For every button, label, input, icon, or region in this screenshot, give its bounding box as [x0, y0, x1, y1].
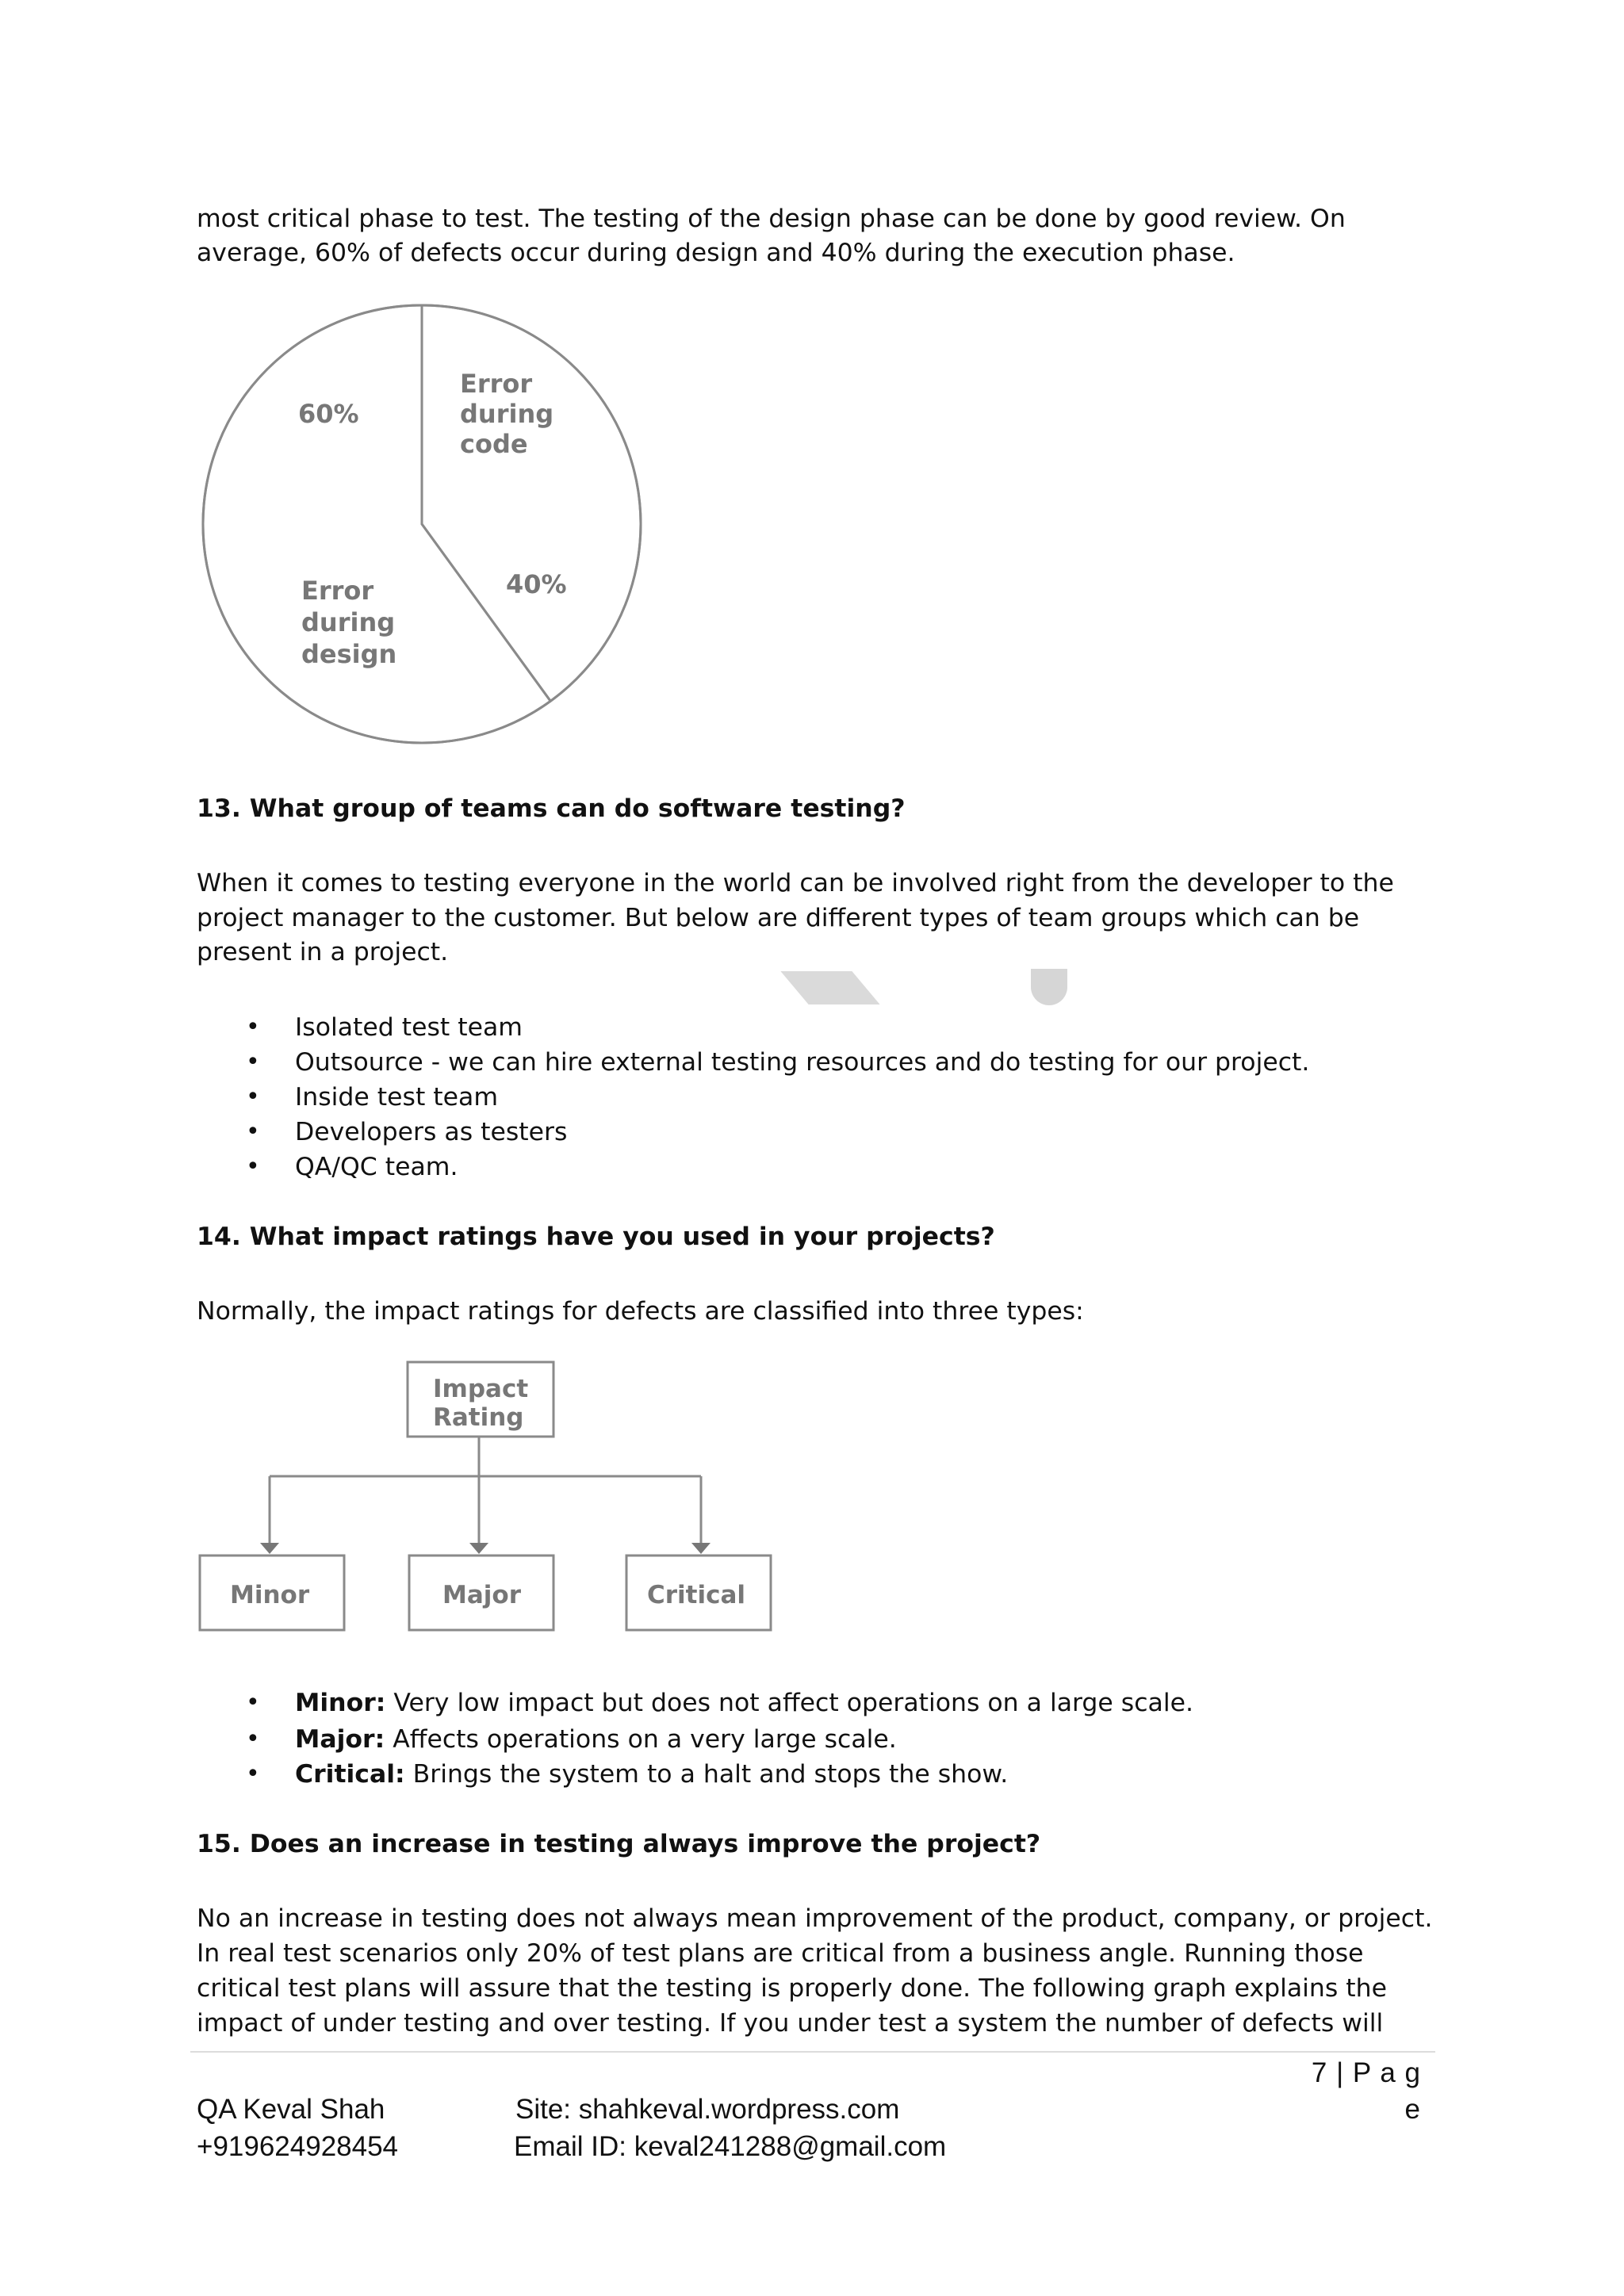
footer-divider: [190, 2051, 1435, 2053]
term-critical: Critical:: [295, 1760, 405, 1789]
list-item: • Isolated test team: [197, 1010, 1465, 1045]
q14-para: Normally, the impact ratings for defects are classified into three types:: [197, 1297, 1084, 1326]
q13-para-line-2: project manager to the customer. But below are different types of team groups which can be: [197, 904, 1360, 932]
diagram-root-label-line-1: Impact: [433, 1375, 529, 1403]
intro-line-2: average, 60% of defects occur during design and 40% during the execution phase.: [197, 239, 1235, 267]
intro-line-1: most critical phase to test. The testing of the design phase can be done by good review. On: [197, 205, 1346, 233]
term-major: Major:: [295, 1725, 385, 1754]
question-13-heading: 13. What group of teams can do software testing?: [197, 794, 906, 823]
desc-critical: Brings the system to a halt and stops the show.: [404, 1760, 1009, 1789]
defects-pie-chart: [197, 300, 649, 752]
footer-phone: +919624928454: [197, 2131, 399, 2162]
footer-site: Site: shahkeval.wordpress.com: [515, 2094, 900, 2125]
page-number: 7 | P a g e: [1311, 2057, 1421, 2125]
question-15-heading: 15. Does an increase in testing always improve the project?: [197, 1830, 1041, 1858]
q15-para-line-2: In real test scenarios only 20% of test plans are critical from a business angle. Running those: [197, 1939, 1364, 1968]
pie-label-code-line-1: Error: [460, 369, 533, 399]
desc-major: Affects operations on a very large scale.: [385, 1725, 897, 1754]
team-groups-list: [197, 1010, 1465, 1184]
diagram-root-label-line-2: Rating: [433, 1403, 524, 1432]
pie-label-value-design: 60%: [298, 399, 359, 429]
list-item: • Outsource - we can hire external testing resources and do testing for our project.: [197, 1045, 1465, 1080]
arrow-down-icon: [691, 1543, 710, 1554]
pie-label-value-code: 40%: [506, 569, 567, 599]
pie-label-design-line-3: design: [301, 639, 397, 669]
arrow-down-icon: [260, 1543, 279, 1554]
question-14-heading: 14. What impact ratings have you used in your projects?: [197, 1223, 995, 1251]
list-item: • Developers as testers: [197, 1115, 1465, 1150]
term-minor: Minor:: [295, 1689, 386, 1717]
list-item: [197, 1757, 1465, 1792]
impact-ratings-list: [197, 1686, 1465, 1792]
watermark-fragment: [1031, 969, 1067, 1005]
arrow-down-icon: [469, 1543, 488, 1554]
q13-para-line-3: present in a project.: [197, 938, 449, 966]
q15-para-line-1: No an increase in testing does not always mean improvement of the product, company, or project.: [197, 1904, 1433, 1933]
diagram-label-major: Major: [442, 1581, 521, 1609]
desc-minor: Very low impact but does not affect operations on a large scale.: [385, 1689, 1193, 1717]
pie-label-code-line-3: code: [460, 429, 528, 459]
diagram-label-minor: Minor: [230, 1581, 310, 1609]
list-item: • Inside test team: [197, 1080, 1465, 1115]
footer-author: QA Keval Shah: [197, 2094, 385, 2125]
q15-para-line-4: impact of under testing and over testing. If you under test a system the number of defects will: [197, 2009, 1384, 2038]
pie-label-code-line-2: during: [460, 399, 554, 429]
list-item: [197, 1686, 1465, 1720]
pie-label-design-line-2: during: [301, 607, 396, 637]
q13-para-line-1: When it comes to testing everyone in the world can be involved right from the developer to the: [197, 869, 1394, 897]
pie-label-design-line-1: Error: [301, 576, 374, 606]
footer-email: Email ID: keval241288@gmail.com: [514, 2131, 947, 2162]
list-item: [197, 1722, 1465, 1757]
diagram-label-critical: Critical: [647, 1581, 746, 1609]
impact-rating-diagram: [197, 1357, 783, 1659]
watermark-fragment: [780, 971, 879, 1004]
list-item: • QA/QC team.: [197, 1150, 1465, 1184]
q15-para-line-3: critical test plans will assure that the testing is properly done. The following graph explains the: [197, 1974, 1388, 2003]
